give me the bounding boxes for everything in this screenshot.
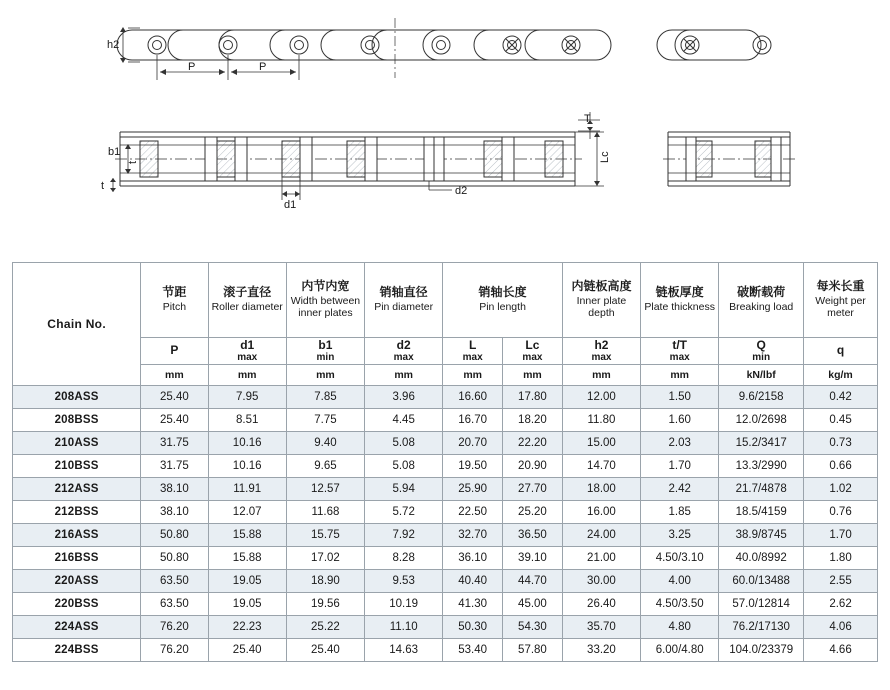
header-pin-length-cn: 销轴长度 [478,285,527,300]
cell-value: 9.65 [286,455,364,478]
cell-value: 12.00 [562,386,640,409]
cell-chain-no: 208BSS [13,409,141,432]
header-pitch-cn: 节距 [162,285,187,300]
sym-b1-limit: min [316,352,335,364]
cell-value: 50.30 [443,616,503,639]
cell-chain-no: 212BSS [13,501,141,524]
cell-value: 22.23 [208,616,286,639]
cell-value: 57.80 [503,639,563,662]
cell-value: 25.40 [208,639,286,662]
cell-value: 17.80 [503,386,563,409]
sym-L-text: L [468,337,477,352]
label-T-upper: T [584,113,591,125]
cell-chain-no: 224ASS [13,616,141,639]
cell-value: 15.88 [208,524,286,547]
cell-value: 15.2/3417 [719,432,804,455]
unit-tT: mm [641,365,719,386]
cell-value: 39.10 [503,547,563,570]
label-t-inner: t [127,160,139,164]
label-Lc: Lc [599,151,611,163]
cell-value: 16.60 [443,386,503,409]
cell-value: 7.92 [365,524,443,547]
header-width-cn: 内节内宽 [301,279,350,294]
header-width-en: Width between inner plates [290,295,361,319]
cell-value: 17.02 [286,547,364,570]
header-pitch-en: Pitch [162,301,187,314]
cell-value: 7.75 [286,409,364,432]
unit-b1: mm [286,365,364,386]
cell-value: 4.50/3.10 [641,547,719,570]
cell-value: 25.90 [443,478,503,501]
cell-value: 1.70 [804,524,878,547]
cell-value: 12.57 [286,478,364,501]
cell-value: 8.28 [365,547,443,570]
sym-tT-limit: max [669,352,690,364]
cell-value: 50.80 [141,547,208,570]
sym-d1-text: d1 [240,337,255,352]
cell-value: 30.00 [562,570,640,593]
sym-tT [641,338,719,365]
cell-chain-no: 216BSS [13,547,141,570]
cell-value: 57.0/12814 [719,593,804,616]
sym-d2-limit: max [393,352,414,364]
header-weight-en: Weight per meter [815,295,866,319]
sym-d1-limit: max [237,352,258,364]
header-pin-length-en: Pin length [479,301,526,314]
table-row [13,547,878,570]
header-chain-no: Chain No. [13,263,141,386]
cell-value: 13.3/2990 [719,455,804,478]
cell-value: 19.56 [286,593,364,616]
cell-value: 10.16 [208,455,286,478]
cell-value: 15.75 [286,524,364,547]
unit-q: kg/m [804,365,878,386]
cell-value: 2.55 [804,570,878,593]
unit-h2: mm [562,365,640,386]
header-plate-thickness-en: Plate thickness [644,301,715,314]
cell-value: 6.00/4.80 [641,639,719,662]
table-row [13,501,878,524]
cell-value: 40.0/8992 [719,547,804,570]
header-pin-diameter-en: Pin diameter [374,301,434,314]
cell-value: 14.70 [562,455,640,478]
header-width-between-inner-plates [286,263,364,338]
header-inner-plate-depth [562,263,640,338]
cell-value: 63.50 [141,570,208,593]
cell-value: 31.75 [141,455,208,478]
cell-value: 18.90 [286,570,364,593]
cell-value: 26.40 [562,593,640,616]
table-row [13,432,878,455]
sym-Lc-text: Lc [525,337,540,352]
cell-value: 8.51 [208,409,286,432]
sym-d2-text: d2 [396,337,411,352]
cell-value: 1.70 [641,455,719,478]
cell-value: 35.70 [562,616,640,639]
header-weight-per-meter [804,263,878,338]
cell-value: 22.20 [503,432,563,455]
cell-value: 4.06 [804,616,878,639]
sym-Lc-limit: max [522,352,543,364]
cell-value: 1.02 [804,478,878,501]
header-pin-length [443,263,563,338]
cell-value: 27.70 [503,478,563,501]
cell-value: 2.62 [804,593,878,616]
cell-value: 9.40 [286,432,364,455]
cell-value: 16.00 [562,501,640,524]
cell-chain-no: 210ASS [13,432,141,455]
cell-value: 19.05 [208,570,286,593]
cell-value: 1.80 [804,547,878,570]
unit-d2: mm [365,365,443,386]
label-b1: b1 [108,146,121,158]
cell-value: 3.96 [365,386,443,409]
header-inner-plate-depth-en: Inner plate depth [576,295,627,319]
cell-value: 7.95 [208,386,286,409]
sym-P-text: P [170,343,179,358]
spec-table-container [12,262,878,662]
cell-value: 0.66 [804,455,878,478]
sym-h2-limit: max [591,352,612,364]
cell-value: 38.9/8745 [719,524,804,547]
label-p-1: P [188,61,196,73]
sym-L-limit: max [462,352,483,364]
cell-value: 0.76 [804,501,878,524]
header-inner-plate-depth-cn: 内链板高度 [571,279,632,294]
cell-value: 4.80 [641,616,719,639]
sym-tT-text: t/T [672,337,688,352]
cell-value: 10.16 [208,432,286,455]
chain-spec-table [12,262,878,662]
cell-value: 4.50/3.50 [641,593,719,616]
unit-d1: mm [208,365,286,386]
table-row [13,639,878,662]
cell-value: 63.50 [141,593,208,616]
cell-value: 33.20 [562,639,640,662]
cell-value: 76.20 [141,639,208,662]
header-row-names [13,263,878,338]
sym-b1 [286,338,364,365]
table-row [13,616,878,639]
cell-chain-no: 208ASS [13,386,141,409]
cell-value: 3.25 [641,524,719,547]
cell-value: 11.10 [365,616,443,639]
header-roller-diameter-cn: 滚子直径 [223,285,272,300]
cell-chain-no: 212ASS [13,478,141,501]
cell-value: 5.08 [365,455,443,478]
table-row [13,386,878,409]
sym-d1 [208,338,286,365]
cell-value: 2.03 [641,432,719,455]
table-row [13,409,878,432]
cell-value: 0.73 [804,432,878,455]
cell-value: 12.0/2698 [719,409,804,432]
cell-value: 11.80 [562,409,640,432]
sym-Q-text: Q [756,337,766,352]
cell-value: 10.19 [365,593,443,616]
cell-value: 38.10 [141,501,208,524]
table-row [13,524,878,547]
unit-L: mm [443,365,503,386]
chain-drawing-svg [0,0,890,250]
cell-value: 54.30 [503,616,563,639]
cell-value: 31.75 [141,432,208,455]
sym-q-text: q [836,343,845,358]
cell-chain-no: 210BSS [13,455,141,478]
cell-value: 7.85 [286,386,364,409]
chain-diagram [0,0,890,250]
cell-value: 60.0/13488 [719,570,804,593]
cell-value: 25.20 [503,501,563,524]
cell-value: 76.2/17130 [719,616,804,639]
sym-b1-text: b1 [318,337,333,352]
sym-P [141,338,208,365]
cell-value: 45.00 [503,593,563,616]
header-breaking-load-en: Breaking load [729,301,794,314]
sym-Lc [503,338,563,365]
cell-value: 40.40 [443,570,503,593]
cell-chain-no: 216ASS [13,524,141,547]
cell-value: 36.10 [443,547,503,570]
unit-P: mm [141,365,208,386]
cell-value: 5.72 [365,501,443,524]
table-row [13,593,878,616]
cell-value: 25.40 [286,639,364,662]
cell-value: 15.00 [562,432,640,455]
cell-value: 25.40 [141,386,208,409]
cell-value: 5.94 [365,478,443,501]
sym-h2 [562,338,640,365]
table-row [13,455,878,478]
cell-value: 76.20 [141,616,208,639]
cell-chain-no: 224BSS [13,639,141,662]
header-row-units [13,365,878,386]
header-roller-diameter-en: Roller diameter [211,301,283,314]
cell-chain-no: 220ASS [13,570,141,593]
cell-value: 11.68 [286,501,364,524]
header-pin-diameter-cn: 销轴直径 [379,285,428,300]
cell-value: 15.88 [208,547,286,570]
header-breaking-load [719,263,804,338]
header-breaking-load-cn: 破断载荷 [737,285,786,300]
cell-value: 32.70 [443,524,503,547]
cell-value: 5.08 [365,432,443,455]
header-plate-thickness [641,263,719,338]
cell-value: 1.50 [641,386,719,409]
sym-Q-limit: min [752,352,771,364]
cell-chain-no: 220BSS [13,593,141,616]
cell-value: 0.42 [804,386,878,409]
cell-value: 53.40 [443,639,503,662]
cell-value: 20.70 [443,432,503,455]
header-weight-cn: 每米长重 [816,279,865,294]
cell-value: 36.50 [503,524,563,547]
table-body [13,386,878,662]
table-row [13,478,878,501]
cell-value: 1.85 [641,501,719,524]
unit-Q: kN/lbf [719,365,804,386]
cell-value: 16.70 [443,409,503,432]
cell-value: 4.66 [804,639,878,662]
label-d1: d1 [284,199,297,211]
cell-value: 18.20 [503,409,563,432]
cell-value: 14.63 [365,639,443,662]
cell-value: 44.70 [503,570,563,593]
cell-value: 104.0/23379 [719,639,804,662]
cell-value: 4.00 [641,570,719,593]
unit-Lc: mm [503,365,563,386]
cell-value: 25.40 [141,409,208,432]
table-row [13,570,878,593]
sym-Q [719,338,804,365]
cell-value: 9.6/2158 [719,386,804,409]
cell-value: 20.90 [503,455,563,478]
cell-value: 9.53 [365,570,443,593]
header-roller-diameter [208,263,286,338]
cell-value: 21.7/4878 [719,478,804,501]
sym-h2-text: h2 [594,337,609,352]
cell-value: 12.07 [208,501,286,524]
cell-value: 2.42 [641,478,719,501]
cell-value: 18.5/4159 [719,501,804,524]
label-p-2: P [259,61,267,73]
cell-value: 41.30 [443,593,503,616]
cell-value: 25.22 [286,616,364,639]
cell-value: 21.00 [562,547,640,570]
cell-value: 19.05 [208,593,286,616]
cell-value: 4.45 [365,409,443,432]
cell-value: 22.50 [443,501,503,524]
cell-value: 18.00 [562,478,640,501]
header-pin-diameter [365,263,443,338]
cell-value: 11.91 [208,478,286,501]
header-row-symbols [13,338,878,365]
header-plate-thickness-cn: 链板厚度 [655,285,704,300]
label-d2: d2 [455,185,468,197]
cell-value: 24.00 [562,524,640,547]
label-t-lower: t [101,180,105,192]
cell-value: 38.10 [141,478,208,501]
cell-value: 0.45 [804,409,878,432]
cell-value: 19.50 [443,455,503,478]
label-h2-top: h2 [107,39,120,51]
sym-q [804,338,878,365]
sym-d2 [365,338,443,365]
cell-value: 50.80 [141,524,208,547]
table-head [13,263,878,386]
sym-L [443,338,503,365]
cell-value: 1.60 [641,409,719,432]
header-pitch [141,263,208,338]
